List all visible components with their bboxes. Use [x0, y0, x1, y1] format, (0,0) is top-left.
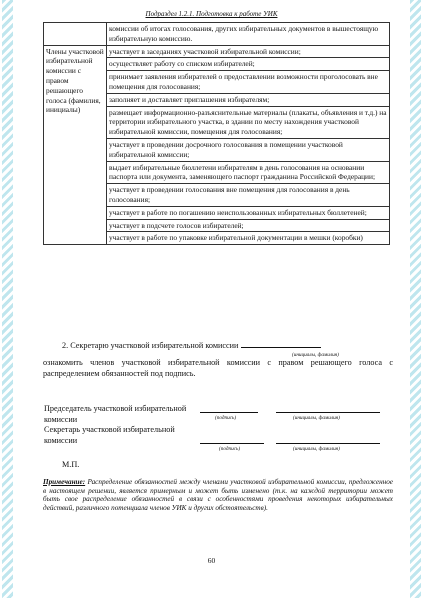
chairman-label: Председатель участковой избирательной комиссии: [44, 404, 187, 424]
table-cell-duty: осуществляет работу со списком избирателей;: [107, 58, 390, 71]
decorative-stripe-left: [2, 0, 13, 598]
role-cell: Члены участковой избирательной комиссии с правом решающего голоса (фамилия, инициалы): [44, 45, 107, 245]
chairman-name-caption: (инициалы, фамилия): [293, 415, 340, 421]
table-row: [44, 23, 390, 46]
section-2: [62, 341, 321, 351]
secretary-signature-line: [200, 442, 264, 444]
secretary-sign-caption: (подпись): [219, 446, 241, 452]
table-cell-duty: участвует в проведении досрочного голосования в помещении участковой избирательной комиссии;: [107, 138, 390, 161]
page-header: Подраздел 1.2.1. Подготовка к работе УИК: [145, 10, 278, 18]
page-number: 60: [207, 556, 216, 565]
note-block: [43, 478, 393, 512]
table-cell-duty: принимает заявления избирателей о предоставлении возможности проголосовать вне помещения для голосования;: [107, 71, 390, 94]
table-cell-duty: комиссии об итогах голосования, других избирательных документов в вышестоящую избирательную комиссию.: [107, 23, 390, 46]
note-label: Примечание:: [43, 478, 86, 486]
secretary-sig-name-caption: (инициалы, фамилия): [293, 446, 340, 452]
note-text: Распределение обязанностей между членами участковой избирательной комиссии, предложенное в настоящем решении, является примерным и может быть изменено (т.к. на каждой территории может быть свое распределение обязанностей в связи с особенностями проведения некоторых избирательных действий, различного потенциала членов УИК и других обстоятельств).: [43, 478, 393, 512]
table-cell-empty: [44, 23, 107, 46]
table-cell-duty: размещает информационно-разъяснительные материалы (плакаты, объявления и т.д.) на территории избирательного участка, в здании по месту нахождения участковой избирательной комиссии, помещения для голосования;: [107, 106, 390, 138]
table-row: [44, 45, 390, 58]
secretary-name-caption: (инициалы, фамилия): [292, 352, 339, 358]
table-cell-duty: участвует в работе по упаковке избирательной документации в мешки (коробки): [107, 232, 390, 245]
table-cell-duty: заполняет и доставляет приглашения избирателям;: [107, 93, 390, 106]
chairman-sign-caption: (подпись): [215, 415, 237, 421]
duties-table: [43, 22, 390, 245]
table-cell-duty: выдает избирательные бюллетени избирателям в день голосования на основании паспорта или документа, заменяющего паспорт гражданина Российской Федерации;: [107, 161, 390, 184]
table-cell-duty: участвует в заседаниях участковой избирательной комиссии;: [107, 45, 390, 58]
secretary-name-line: [241, 347, 321, 348]
section-2-text: 2. Секретарю участковой избирательной комиссии: [62, 341, 239, 350]
instruction-paragraph: ознакомить членов участковой избирательной комиссии с правом решающего голоса с распределением обязанностей под подпись.: [43, 358, 393, 378]
secretary-name-line: [276, 442, 380, 444]
stamp-place-label: М.П.: [62, 460, 80, 469]
table-cell-duty: участвует в подсчете голосов избирателей;: [107, 219, 390, 232]
chairman-name-line: [276, 411, 380, 413]
table-cell-duty: участвует в проведении голосования вне помещения для голосования в день голосования;: [107, 184, 390, 207]
table-cell-duty: участвует в работе по погашению неиспользованных избирательных бюллетеней;: [107, 206, 390, 219]
decorative-stripe-right: [410, 0, 421, 598]
chairman-signature-line: [200, 411, 258, 413]
secretary-label: Секретарь участковой избирательной комиссии: [44, 425, 175, 445]
